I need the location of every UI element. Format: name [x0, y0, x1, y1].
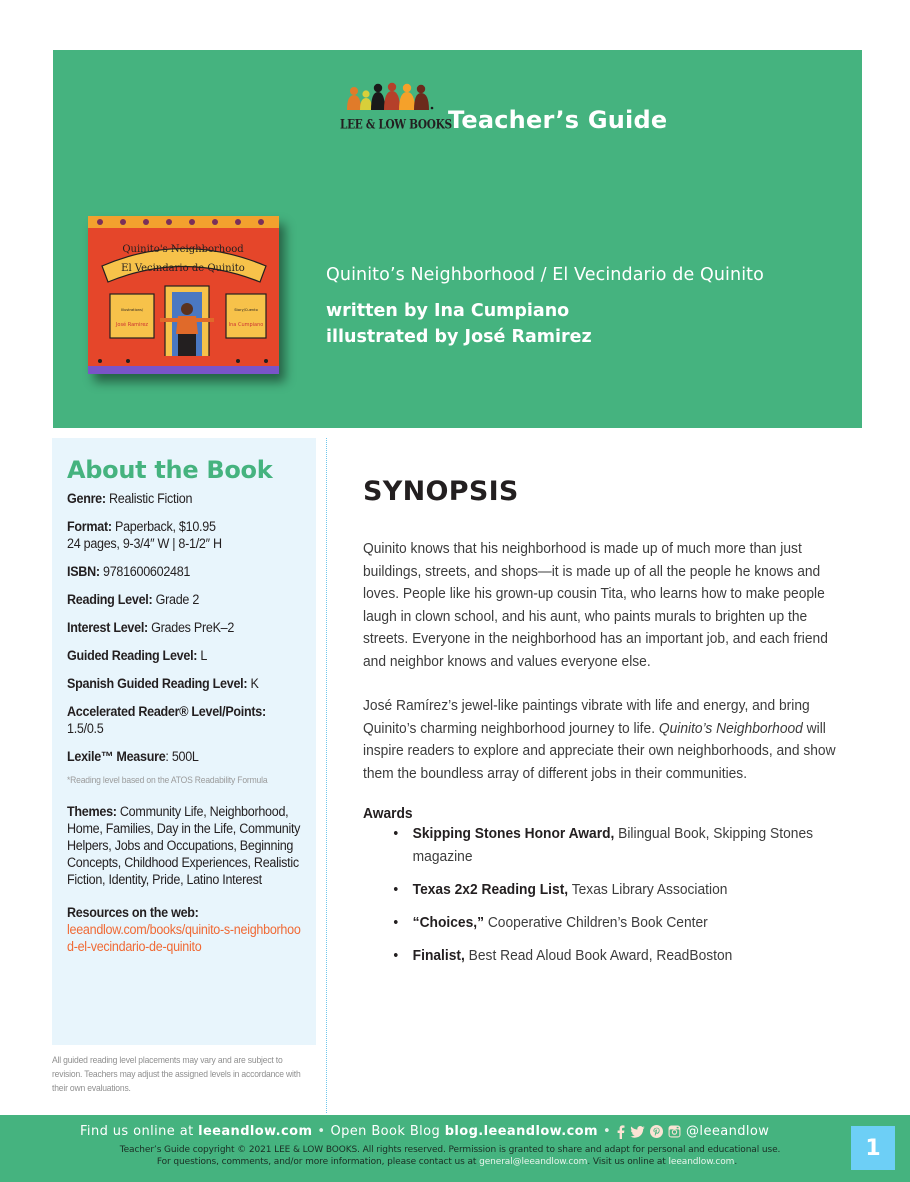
spanish-guided-reading-level-field — [67, 675, 301, 692]
social-icons — [617, 1125, 681, 1139]
svg-text:Ina Cumpiano: Ina Cumpiano — [228, 322, 264, 328]
visit-prefix: . Visit us online at — [587, 1157, 669, 1167]
svg-text:José Ramirez: José Ramirez — [115, 322, 149, 328]
book-title: Quinito’s Neighborhood / El Vecindario de Quinito — [326, 265, 764, 285]
paragraph-text: will inspire readers to explore and appreciate their own neighborhoods, and show them the boundless array of different jobs in their communities. — [363, 719, 836, 782]
twitter-icon[interactable] — [630, 1126, 645, 1138]
award-item — [363, 823, 851, 868]
facebook-icon[interactable] — [617, 1125, 625, 1139]
synopsis-paragraph-2 — [363, 695, 851, 785]
reading-level-field — [67, 591, 301, 608]
contact-line — [0, 1157, 902, 1167]
social-handle[interactable]: @leeandlow — [686, 1124, 770, 1139]
bullet-icon: • — [393, 880, 399, 898]
awards-heading: Awards — [363, 805, 413, 822]
award-detail: Best Read Aloud Book Award, ReadBoston — [464, 946, 733, 964]
field-value: Realistic Fiction — [109, 491, 193, 506]
sidebar-heading: About the Book — [67, 456, 273, 484]
cover-title-line2: El Vecindario de Quinito — [121, 263, 245, 274]
field-label: Resources on the web: — [67, 905, 199, 920]
footer-links-line — [80, 1124, 769, 1139]
award-detail: Texas Library Association — [568, 880, 728, 898]
field-value: L — [200, 648, 208, 663]
copyright-line: Teacher’s Guide copyright © 2021 LEE & LOW BOOKS. All rights reserved. Permission is granted to share and adapt for personal and educational use. — [119, 1145, 781, 1155]
format-field — [67, 518, 301, 552]
field-label: ISBN: — [67, 564, 100, 579]
field-value: : 500L — [165, 749, 199, 764]
contact-email-link[interactable]: general@leeandlow.com — [479, 1157, 588, 1167]
lexile-field — [67, 748, 301, 765]
pinterest-icon[interactable] — [650, 1125, 663, 1138]
footer — [0, 1115, 910, 1182]
blog-link[interactable]: blog.leeandlow.com — [444, 1124, 598, 1139]
svg-text:Illustrations/: Illustrations/ — [120, 308, 144, 312]
synopsis-section — [363, 476, 853, 978]
field-label: Themes: — [67, 804, 117, 819]
genre-field — [67, 490, 301, 507]
author-credit: written by Ina Cumpiano — [326, 301, 570, 321]
field-value: 9781600602481 — [102, 564, 191, 579]
bullet-icon: • — [393, 946, 399, 964]
contact-prefix: For questions, comments, and/or more information, please contact us at — [156, 1157, 480, 1167]
page-number-badge: 1 — [851, 1126, 895, 1170]
award-name: Texas 2x2 Reading List, — [412, 880, 569, 898]
field-label: Spanish Guided Reading Level: — [67, 676, 248, 691]
synopsis-paragraph-1: Quinito knows that his neighborhood is made up of much more than just buildings, streets, and shops—it is made up of all the people he knows and loves. People like his grown-up cousin Tita, who learns how to make people laugh in clown school, and his aunt, who paints murals to brighten up the streets. Everyone in the neighborhood has an important job, and each friend and neighbor knows and values everyone else. — [363, 540, 828, 670]
awards-list — [363, 823, 853, 967]
illustrator-credit: illustrated by José Ramirez — [326, 327, 592, 347]
bullet-icon: • — [393, 825, 399, 842]
find-us-label: Find us online at — [80, 1124, 199, 1139]
interest-level-field — [67, 619, 301, 636]
book-info — [326, 265, 764, 350]
award-item — [363, 912, 851, 935]
award-detail: Bilingual Book, Skipping Stones magazine — [412, 825, 814, 865]
award-name: “Choices,” — [412, 913, 485, 931]
instagram-icon[interactable] — [668, 1125, 681, 1138]
field-value: Grades PreK–2 — [151, 620, 235, 635]
guide-title: Teacher’s Guide — [448, 106, 668, 134]
award-name: Skipping Stones Honor Award, — [412, 825, 615, 842]
field-label: Genre: — [67, 491, 106, 506]
field-label: Guided Reading Level: — [67, 648, 198, 663]
lee-and-low-logo — [340, 80, 452, 132]
visit-site-link[interactable]: leeandlow.com — [668, 1157, 735, 1167]
about-the-book-sidebar — [52, 438, 316, 1045]
separator-dot: • — [602, 1124, 612, 1139]
people-silhouettes-icon — [344, 80, 434, 110]
publisher-logo-text: LEE & LOW BOOKS — [340, 117, 452, 132]
synopsis-heading: SYNOPSIS — [363, 476, 519, 507]
site-link[interactable]: leeandlow.com — [198, 1124, 313, 1139]
dotted-column-divider — [326, 438, 327, 1113]
book-cover-image — [88, 216, 279, 374]
field-value: K — [250, 676, 259, 691]
award-name: Finalist, — [412, 946, 465, 964]
separator-dot: • — [317, 1124, 326, 1139]
award-item — [363, 945, 851, 968]
field-label: Lexile™ Measure — [67, 749, 166, 764]
field-label: Interest Level: — [67, 620, 148, 635]
award-item — [363, 879, 851, 902]
bullet-icon: • — [393, 913, 399, 931]
book-resources-link[interactable]: leeandlow.com/books/quinito-s-neighborhood-el-vecindario-de-quinito — [67, 922, 301, 954]
cover-title-line1: Quinito's Neighborhood — [122, 244, 244, 255]
accelerated-reader-field — [67, 703, 301, 737]
brand — [340, 78, 667, 132]
resources-field — [67, 904, 301, 955]
themes-field — [67, 803, 301, 888]
paragraph-text: José Ramírez’s jewel-like paintings vibrate with life and energy, and bring Quinito’s charming neighborhood journey to life. — [363, 697, 810, 737]
field-label: Reading Level: — [67, 592, 153, 607]
field-value: Community Life, Neighborhood, Home, Families, Day in the Life, Community Helpers, Jobs and Occupations, Beginning Concepts, Childhood Experiences, Realistic Fiction, Identity, Pride, Latino Interest — [67, 804, 301, 887]
field-value: Grade 2 — [155, 592, 200, 607]
svg-text:Story/Cuento: Story/Cuento — [234, 308, 258, 312]
blog-label: Open Book Blog — [330, 1124, 445, 1139]
field-label: Accelerated Reader® Level/Points: — [67, 704, 266, 719]
reading-level-disclaimer: All guided reading level placements may vary and are subject to revision. Teachers may adjust the assigned levels in accordance with their own evaluations. — [52, 1055, 301, 1094]
award-detail: Cooperative Children’s Book Center — [484, 913, 708, 931]
guided-reading-level-field — [67, 647, 301, 664]
visit-suffix: . — [734, 1157, 738, 1167]
field-value-dimensions: 24 pages, 9-3/4″ W | 8-1/2″ H — [67, 536, 222, 551]
reading-level-note: *Reading level based on the ATOS Readability Formula — [67, 775, 268, 786]
field-value: 1.5/0.5 — [67, 721, 104, 736]
field-label: Format: — [67, 519, 112, 534]
header-banner — [53, 50, 862, 428]
book-title-italic: Quinito’s Neighborhood — [658, 719, 803, 737]
field-value: Paperback, $10.95 — [114, 519, 216, 534]
isbn-field — [67, 563, 301, 580]
